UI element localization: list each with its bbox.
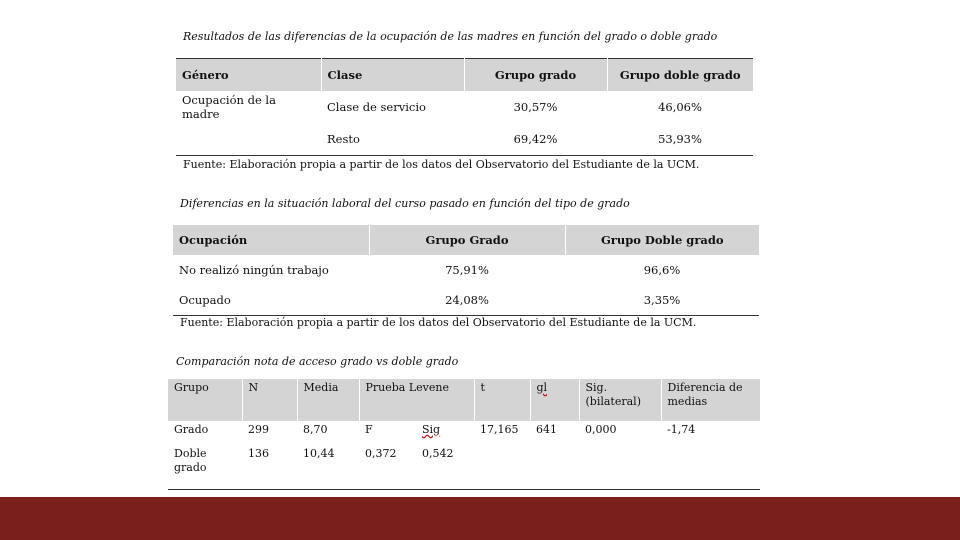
table-cell: Resto (327, 132, 360, 146)
table2-header-row (173, 225, 759, 255)
table-cell: 96,6% (643, 263, 681, 277)
table2-header: Grupo Doble grado (565, 225, 759, 255)
table3-header: Sig. (bilateral) (579, 379, 661, 421)
table3-header: Diferencia de medias (661, 379, 760, 421)
table1-source: Fuente: Elaboración propia a partir de los datos del Observatorio del Estudiante de la UCM. (183, 158, 700, 171)
table-cell: 0,542 (422, 447, 454, 460)
table3-header: gl (530, 379, 579, 421)
table-cell (579, 445, 661, 490)
table-cell: 299 (248, 423, 269, 436)
table-cell: -1,74 (667, 423, 696, 436)
table-cell: Ocupación de la madre (182, 93, 276, 121)
table-cell: 24,08% (445, 293, 489, 307)
table-cell: No realizó ningún trabajo (179, 263, 329, 277)
table-cell: 10,44 (303, 447, 335, 460)
table-cell: Ocupado (179, 293, 231, 307)
table-cell: 53,93% (658, 132, 702, 146)
table1-header: Grupo grado (464, 59, 607, 92)
table1-header: Grupo doble grado (607, 59, 753, 92)
table3-header: Prueba Levene (359, 379, 474, 421)
table-cell: 641 (536, 423, 557, 436)
table2-source: Fuente: Elaboración propia a partir de los datos del Observatorio del Estudiante de la UCM. (180, 316, 697, 329)
table-cell: Clase de servicio (327, 100, 426, 114)
table2-caption: Diferencias en la situación laboral del curso pasado en función del tipo de grado (180, 197, 630, 210)
table-cell (176, 123, 321, 156)
table-cell: F (365, 423, 373, 436)
table3-header: N (242, 379, 297, 421)
table2-header: Ocupación (173, 225, 369, 255)
table3-caption: Comparación nota de acceso grado vs doble grado (176, 355, 459, 368)
table3-header: Grupo (168, 379, 242, 421)
table-cell: 0,000 (585, 423, 617, 436)
table-row (176, 91, 753, 123)
table2-header: Grupo Grado (369, 225, 565, 255)
table3 (168, 379, 760, 490)
table-cell: 136 (248, 447, 269, 460)
table-row (173, 255, 759, 285)
table-cell: Sig (422, 423, 441, 436)
table1-caption: Resultados de las diferencias de la ocupación de las madres en función del grado o doble grado (183, 30, 718, 43)
table-cell (661, 445, 760, 490)
table1 (176, 58, 753, 156)
table-cell: 8,70 (303, 423, 328, 436)
table-cell: 46,06% (658, 100, 702, 114)
table1-header: Género (176, 59, 321, 92)
table1-header: Clase (321, 59, 464, 92)
table-cell: 69,42% (513, 132, 558, 146)
table-row (176, 123, 753, 156)
table2 (173, 225, 759, 316)
table-row (168, 421, 760, 445)
table-cell: 17,165 (480, 423, 519, 436)
table-row (168, 445, 760, 490)
table-cell (530, 445, 579, 490)
footer-bar (0, 497, 960, 540)
table-cell: 30,57% (513, 100, 558, 114)
table-cell: 0,372 (365, 447, 397, 460)
table3-header-row (168, 379, 760, 421)
table3-header: t (474, 379, 530, 421)
table1-header-row (176, 59, 753, 92)
table-cell (474, 445, 530, 490)
table-cell: Doble grado (174, 447, 207, 474)
table-cell: 75,91% (445, 263, 489, 277)
table-cell: Grado (174, 423, 209, 436)
table-cell: 3,35% (643, 293, 681, 307)
table-row (173, 285, 759, 316)
table3-header: Media (297, 379, 359, 421)
